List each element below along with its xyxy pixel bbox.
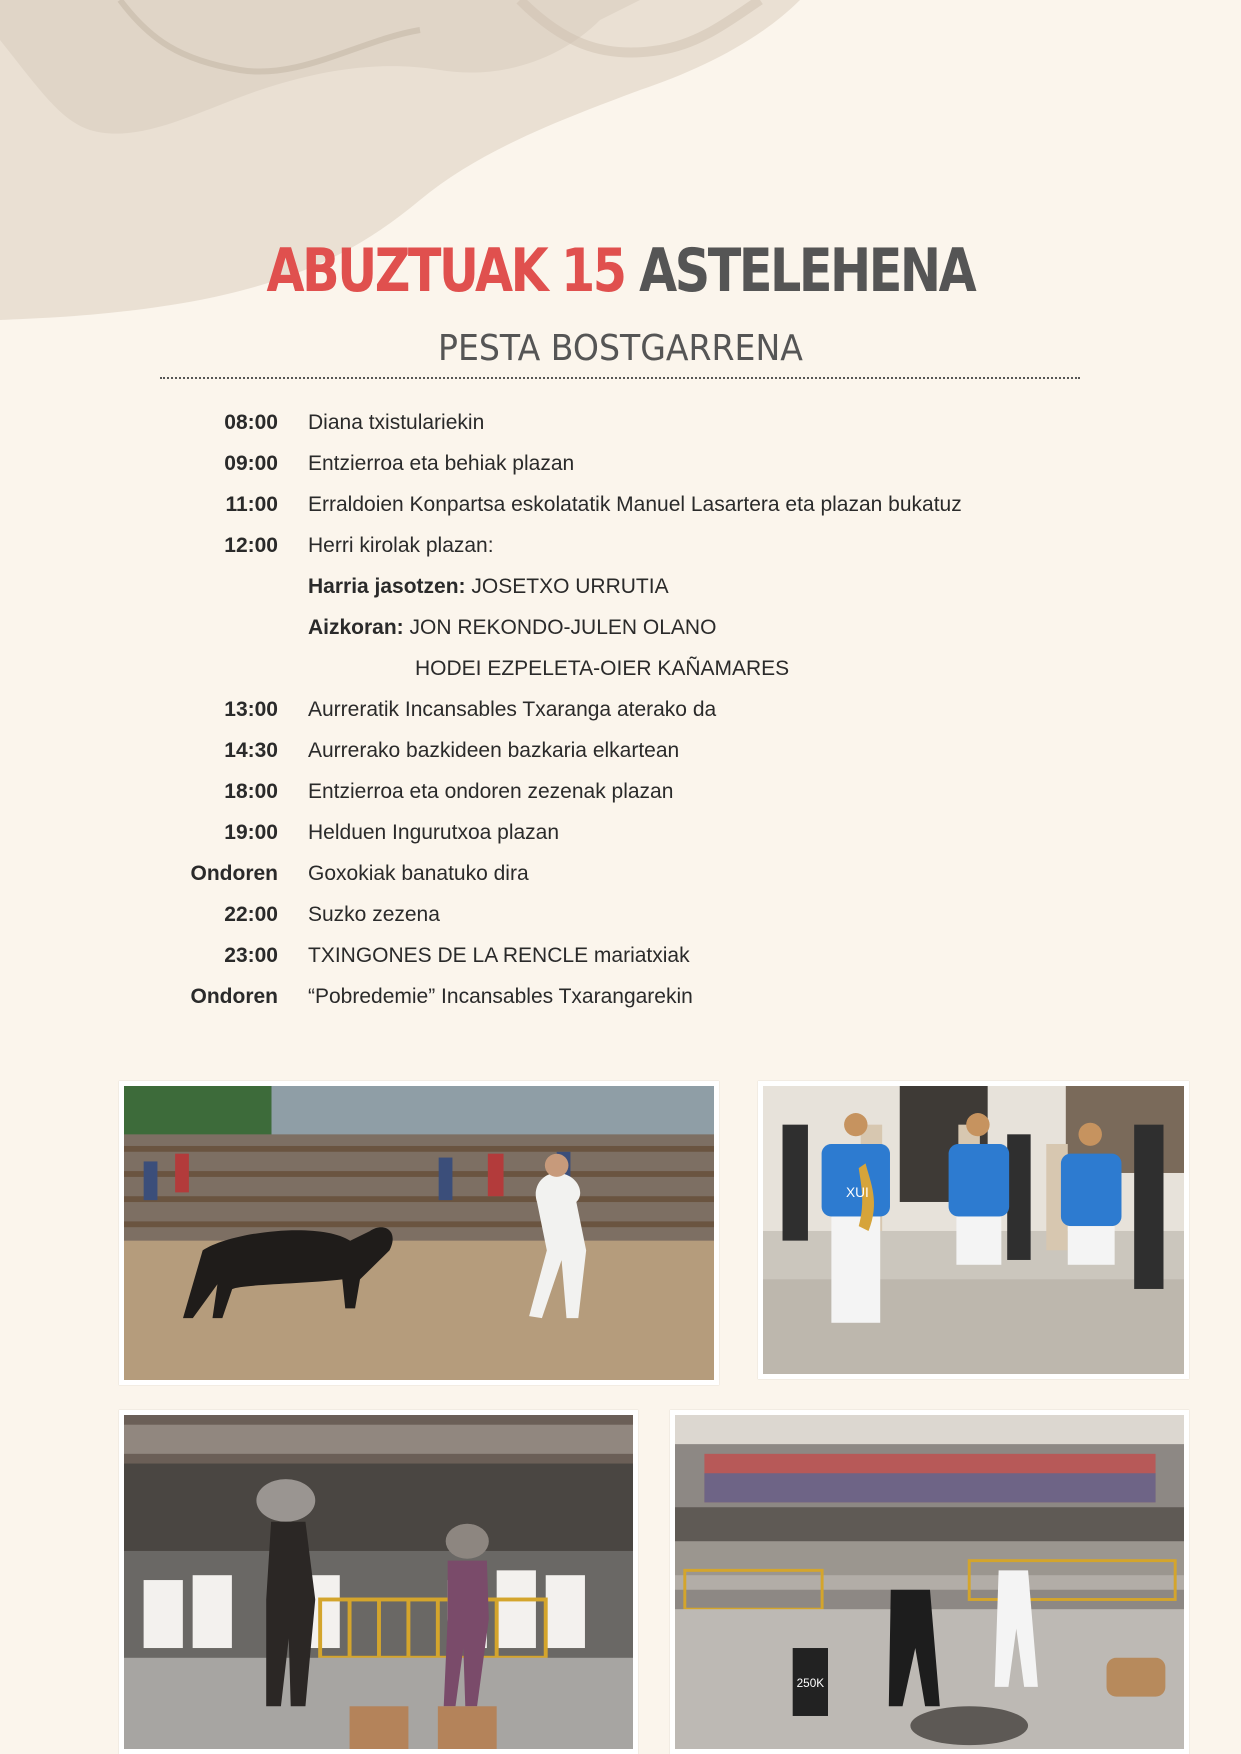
schedule-detail: JOSETXO URRUTIA: [465, 575, 669, 598]
schedule-row: [0, 648, 1241, 689]
page-subtitle: PESTA BOSTGARRENA: [437, 328, 803, 369]
schedule-time: Ondoren: [190, 985, 278, 1008]
schedule-text: Helduen Ingurutxoa plazan: [308, 821, 560, 844]
schedule-time: 13:00: [224, 698, 278, 721]
schedule-text: [308, 566, 669, 607]
date-label: ABUZTUAK 15: [266, 236, 625, 306]
schedule-row: [0, 566, 1241, 607]
schedule-row: [0, 402, 1241, 443]
day-label: ASTELEHENA: [639, 236, 975, 306]
photo-bull-ring: [119, 1081, 719, 1385]
schedule-row: [0, 607, 1241, 648]
schedule-time: Ondoren: [190, 862, 278, 885]
schedule-text: Diana txistulariekin: [308, 411, 485, 434]
schedule-bold-label: Aizkoran:: [308, 616, 404, 639]
schedule-text: TXINGONES DE LA RENCLE mariatxiak: [308, 944, 690, 967]
schedule-row: [0, 935, 1241, 976]
schedule-text: Entzierroa eta ondoren zezenak plazan: [308, 780, 674, 803]
schedule-text: Herri kirolak plazan:: [308, 534, 494, 557]
schedule-row: [0, 771, 1241, 812]
schedule-text: Aurrerako bazkideen bazkaria elkartean: [308, 739, 680, 762]
schedule-row: [0, 853, 1241, 894]
schedule-row: [0, 484, 1241, 525]
schedule-time: 23:00: [224, 944, 278, 967]
schedule-detail: JON REKONDO-JULEN OLANO: [403, 616, 717, 639]
schedule-time: 09:00: [224, 452, 278, 475]
schedule-row: [0, 976, 1241, 1017]
schedule-text: Aurreratik Incansables Txaranga aterako da: [308, 698, 717, 721]
schedule-row: [0, 689, 1241, 730]
schedule-time: 12:00: [224, 534, 278, 557]
schedule-text: “Pobredemie” Incansables Txarangarekin: [308, 985, 693, 1008]
photo-stone-lifting: [119, 1410, 638, 1754]
schedule-text: Suzko zezena: [308, 903, 440, 926]
schedule-text: HODEI EZPELETA-OIER KAÑAMARES: [415, 657, 790, 680]
crowd-sign-text: 250K: [796, 1676, 825, 1690]
page-title: [112, 236, 1130, 306]
schedule-row: [0, 525, 1241, 566]
schedule-row: [0, 812, 1241, 853]
schedule-time: 14:30: [224, 739, 278, 762]
schedule-row: [0, 443, 1241, 484]
photo-plaza-crowd: [670, 1410, 1189, 1754]
schedule-bold-label: Harria jasotzen:: [308, 575, 466, 598]
schedule-text: Erraldoien Konpartsa eskolatatik Manuel Lasartera eta plazan bukatuz: [308, 493, 962, 516]
dotted-divider: [160, 377, 1080, 379]
schedule-text: Goxokiak banatuko dira: [308, 862, 529, 885]
schedule-time: 18:00: [224, 780, 278, 803]
schedule-time: 11:00: [225, 493, 278, 516]
schedule-list: [0, 402, 1241, 1017]
schedule-time: 19:00: [224, 821, 278, 844]
photo-brass-band: [758, 1081, 1189, 1379]
schedule-text: [308, 607, 716, 648]
schedule-time: 08:00: [224, 411, 278, 434]
band-shirt-text: XUI: [846, 1185, 869, 1201]
schedule-time: 22:00: [224, 903, 278, 926]
schedule-row: [0, 730, 1241, 771]
schedule-row: [0, 894, 1241, 935]
schedule-text: Entzierroa eta behiak plazan: [308, 452, 575, 475]
